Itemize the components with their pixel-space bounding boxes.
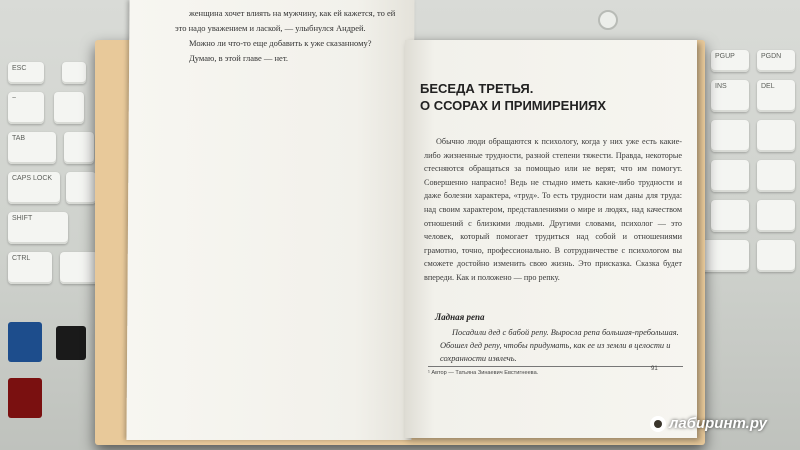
key-ins: INS	[711, 80, 749, 112]
chapter-title	[420, 80, 690, 114]
key-del: DEL	[757, 80, 795, 112]
key-num-6	[757, 160, 795, 192]
poem-title: Ладная репа	[435, 312, 485, 322]
key-tab: TAB	[8, 132, 56, 164]
poem-line: Посадили дед с бабой репу. Выросла репа большая-пребольшая. Обошел дед репу, чтобы придумать, как ее из земли в целости и сохранности извлечь.	[440, 328, 679, 363]
chapter-title-line-2: О ССОРАХ И ПРИМИРЕНИЯХ	[420, 98, 607, 113]
key-f1	[62, 62, 86, 84]
left-page-text	[175, 6, 405, 66]
key-num-2	[711, 200, 749, 232]
poem-text	[440, 326, 680, 365]
chapter-body	[424, 135, 682, 285]
body-paragraph: Обычно люди обращаются к психологу, когда у них уже есть какие-либо жизненные трудности, разной степени тяжести. Правда, некоторые стесняются обращаться за помощью или не верят, что им помогут. Совершенно напрасно! Ведь не стыдно иметь какие-либо трудности и даже болезни характера, «труд». То есть трудности нам даны для труда: над своим характером, представлениями о мире и людях, над качеством отношений с близкими людьми. Другими словами, психолог — это человек, который помогает трудиться над собой и отношениями грамотно, точно, профессионально. В сотрудничестве с психологом вы сможете достойно изменить свою жизнь. Это присказка. Сказка будет впереди. Как и положено — про репку.	[424, 137, 682, 282]
key-tilde: ~	[8, 92, 44, 124]
left-page-line: Можно ли что-то еще добавить к уже сказанному?	[189, 38, 372, 48]
key-num-8	[711, 120, 749, 152]
energy-sticker	[56, 326, 86, 360]
key-num-dot	[757, 240, 795, 272]
amd-sticker	[8, 378, 42, 418]
left-page-line: Думаю, в этой главе — нет.	[189, 53, 289, 63]
power-button	[598, 10, 618, 30]
labirint-logo-icon	[650, 416, 666, 432]
intel-sticker	[8, 322, 42, 362]
key-pgdn: PGDN	[757, 50, 795, 72]
footnote: ¹ Автор — Татьяна Зинаевич Евстигнеева.	[428, 366, 683, 376]
key-1	[54, 92, 84, 124]
key-ctrl: CTRL	[8, 252, 52, 284]
key-q	[64, 132, 94, 164]
key-esc: ESC	[8, 62, 44, 84]
key-num-3	[757, 200, 795, 232]
key-shift: SHIFT	[8, 212, 68, 244]
key-a	[66, 172, 96, 204]
watermark-text: лабиринт.ру	[669, 415, 767, 432]
left-page	[126, 0, 414, 440]
watermark	[650, 415, 767, 432]
key-num-5	[711, 160, 749, 192]
chapter-title-line-1: БЕСЕДА ТРЕТЬЯ.	[420, 81, 534, 96]
key-num-9	[757, 120, 795, 152]
page-number: 91	[651, 366, 658, 372]
key-pgup: PGUP	[711, 50, 749, 72]
left-page-line: женщина хочет влиять на мужчину, как ей кажется, то ей это надо уважением и лаской, — улыбнулся Андрей.	[175, 8, 396, 33]
key-caps-lock: CAPS LOCK	[8, 172, 60, 204]
key-fn	[60, 252, 98, 284]
